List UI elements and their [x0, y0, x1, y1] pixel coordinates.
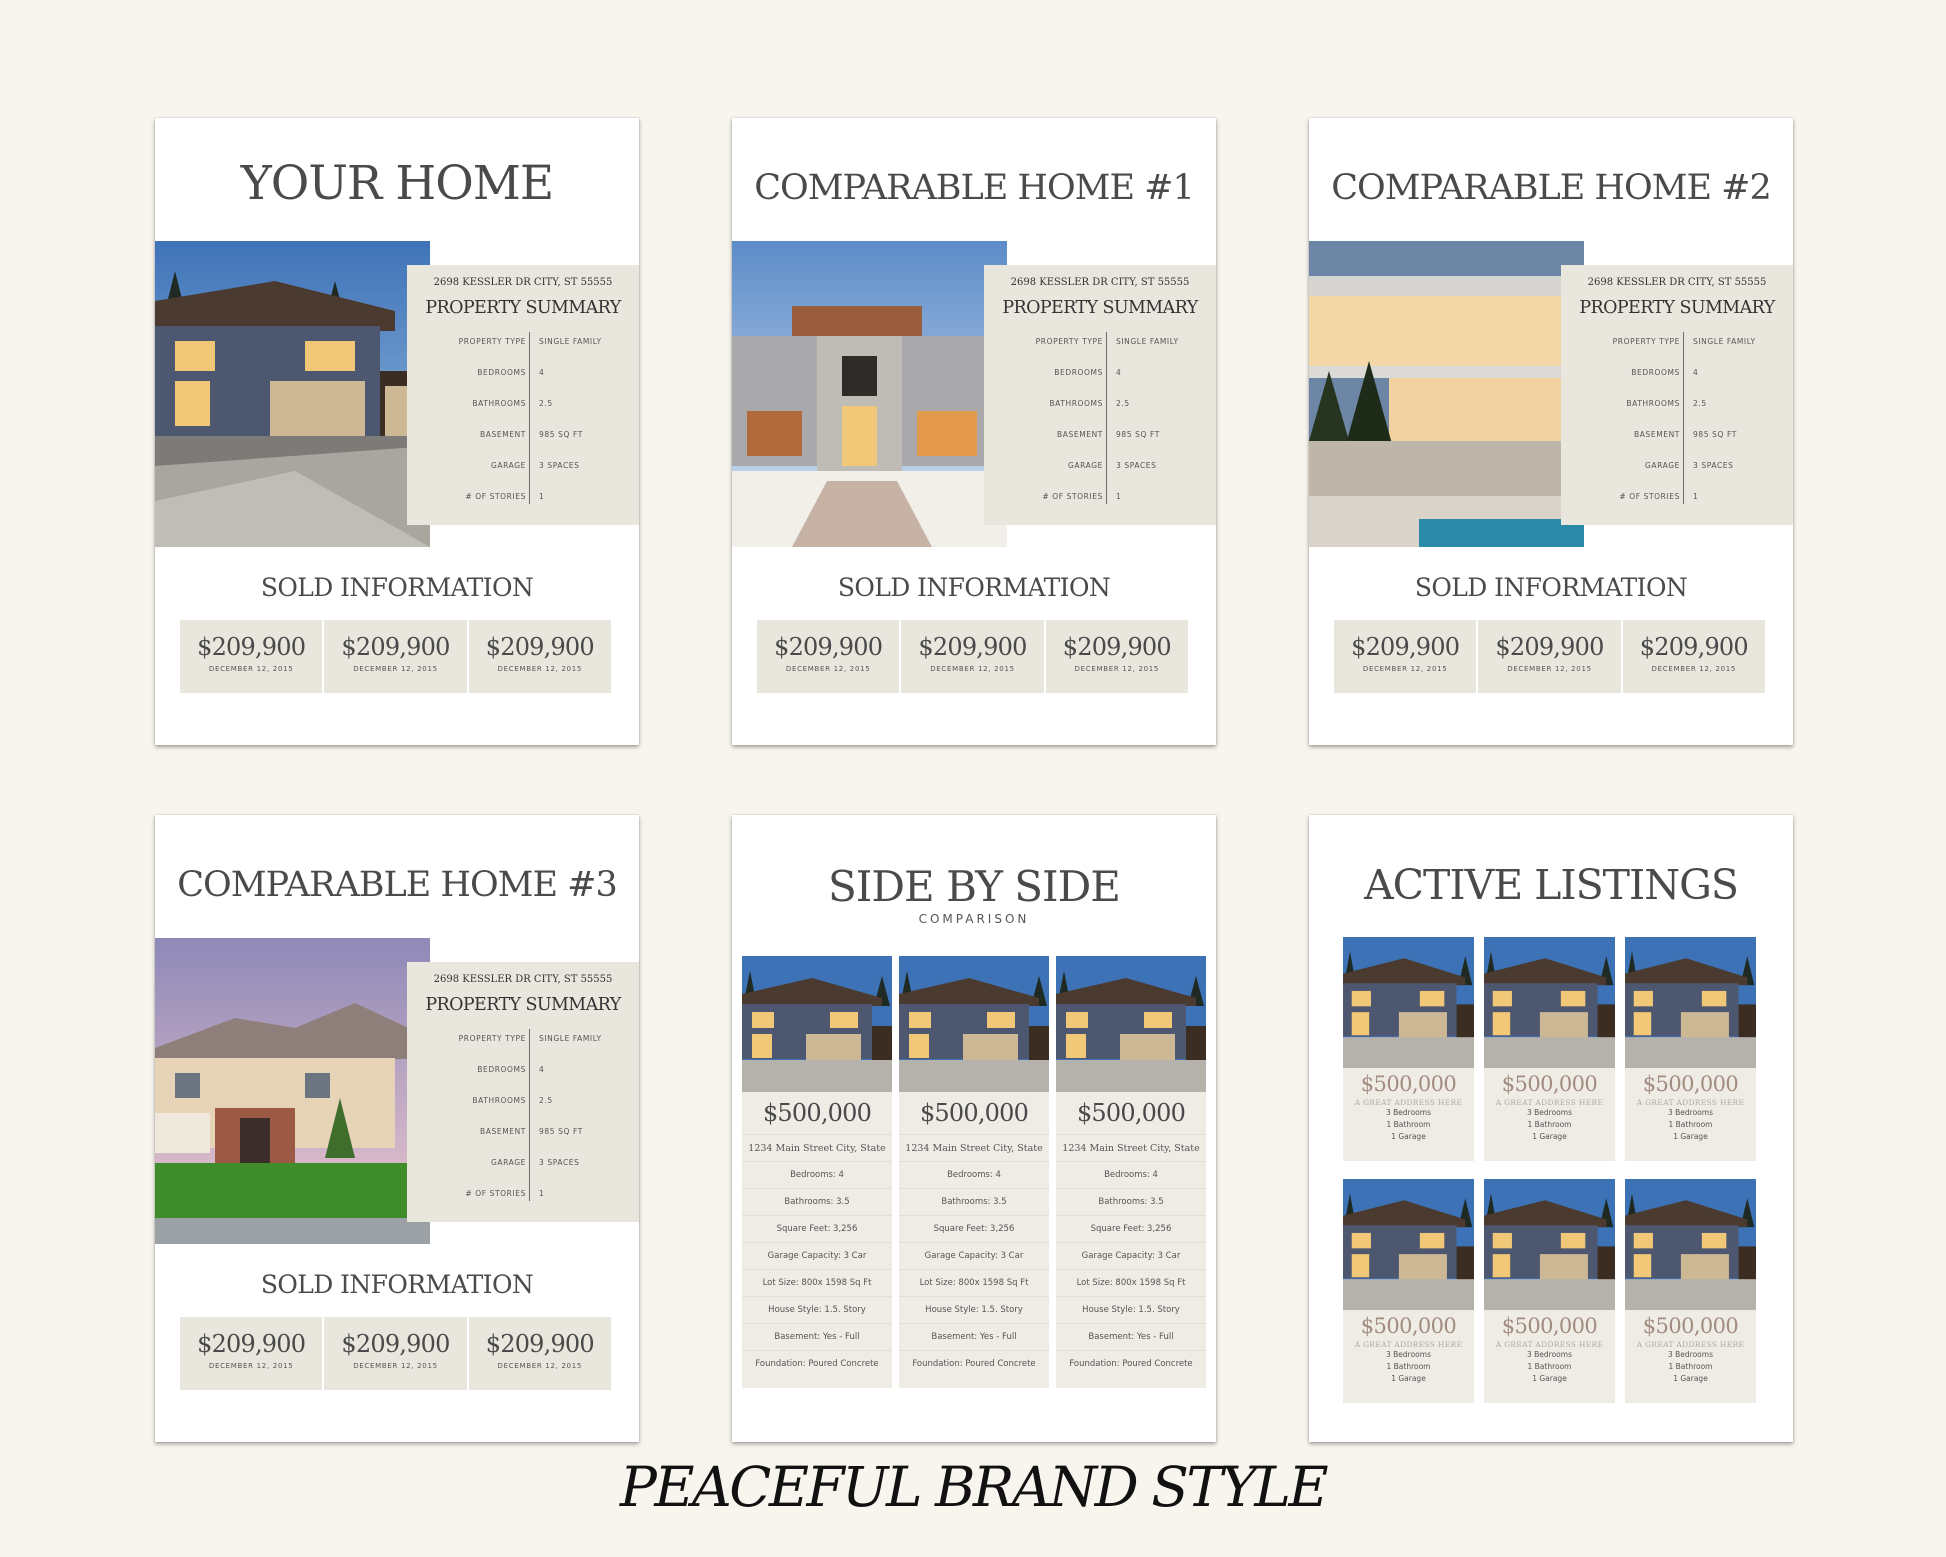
comparison-detail: Lot Size: 800x 1598 Sq Ft — [1056, 1269, 1206, 1296]
card-title: SIDE BY SIDE — [828, 862, 1120, 911]
house-photo — [1343, 937, 1474, 1068]
listing-price: $500,000 — [1642, 1072, 1739, 1096]
card-title: ACTIVE LISTINGS — [1364, 861, 1738, 909]
listing-address: A GREAT ADDRESS HERE — [1636, 1340, 1745, 1349]
listing-address: 1234 Main Street City, State — [1056, 1134, 1206, 1161]
listing-spec: 1 Garage — [1673, 1374, 1708, 1383]
property-summary-panel — [407, 265, 639, 525]
summary-row: GARAGE 3 SPACES — [491, 461, 580, 470]
summary-row: PROPERTY TYPE SINGLE FAMILY — [458, 1034, 602, 1043]
house-photo — [1484, 1179, 1615, 1310]
summary-row: GARAGE 3 SPACES — [1645, 461, 1734, 470]
summary-row: BATHROOMS 2.5 — [472, 399, 553, 408]
summary-row: # OF STORIES 1 — [1042, 492, 1122, 501]
sold-information-title: SOLD INFORMATION — [837, 573, 1111, 602]
comparison-detail: House Style: 1.5. Story — [899, 1296, 1049, 1323]
property-address: 2698 KESSLER DR CITY, ST 55555 — [1010, 277, 1190, 288]
listing-spec: 1 Bathroom — [1668, 1362, 1713, 1371]
summary-row: GARAGE 3 SPACES — [1068, 461, 1157, 470]
comparison-detail: Basement: Yes - Full — [1056, 1323, 1206, 1350]
comparison-column — [899, 956, 1049, 1388]
listing-spec: 1 Bathroom — [1668, 1120, 1713, 1129]
listing-spec: 1 Garage — [1532, 1374, 1567, 1383]
listing-tile — [1625, 1179, 1756, 1403]
summary-row: PROPERTY TYPE SINGLE FAMILY — [1035, 337, 1179, 346]
listing-tile — [1484, 937, 1615, 1161]
sold-price-cell: $209,900 DECEMBER 12, 2015 — [1046, 620, 1188, 693]
comparison-detail: Foundation: Poured Concrete — [899, 1350, 1049, 1377]
property-address: 2698 KESSLER DR CITY, ST 55555 — [1587, 277, 1767, 288]
listing-tile — [1343, 937, 1474, 1161]
listing-price: $500,000 — [1076, 1099, 1186, 1127]
house-photo — [1056, 956, 1206, 1092]
sold-information-title: SOLD INFORMATION — [1414, 573, 1688, 602]
listing-spec: 1 Bathroom — [1386, 1362, 1431, 1371]
listing-price: $500,000 — [1501, 1072, 1598, 1096]
summary-row: BASEMENT 985 SQ FT — [1057, 430, 1160, 439]
sold-price-cell: $209,900 DECEMBER 12, 2015 — [901, 620, 1043, 693]
card-subtitle: COMPARISON — [918, 912, 1030, 926]
summary-row: BEDROOMS 4 — [477, 368, 545, 377]
listing-address: A GREAT ADDRESS HERE — [1495, 1098, 1604, 1107]
sold-information-title: SOLD INFORMATION — [260, 573, 534, 602]
listing-price: $500,000 — [1360, 1314, 1457, 1338]
summary-row: BATHROOMS 2.5 — [1049, 399, 1130, 408]
listing-tile — [1343, 1179, 1474, 1403]
sold-information-title: SOLD INFORMATION — [260, 1270, 534, 1299]
comparison-detail: Square Feet: 3,256 — [742, 1215, 892, 1242]
brand-style-title: PEACEFUL BRAND STYLE — [619, 1455, 1327, 1519]
sold-prices — [180, 1317, 611, 1390]
summary-row: BEDROOMS 4 — [1631, 368, 1699, 377]
property-summary-panel — [984, 265, 1216, 525]
listing-spec: 3 Bedrooms — [1386, 1108, 1431, 1117]
comparison-detail: Garage Capacity: 3 Car — [742, 1242, 892, 1269]
card-title: COMPARABLE HOME #3 — [177, 865, 617, 905]
summary-row: # OF STORIES 1 — [465, 492, 545, 501]
listing-spec: 1 Bathroom — [1527, 1120, 1572, 1129]
listing-spec: 1 Bathroom — [1527, 1362, 1572, 1371]
house-photo — [155, 241, 430, 547]
summary-row: # OF STORIES 1 — [1619, 492, 1699, 501]
summary-row: BASEMENT 985 SQ FT — [480, 430, 583, 439]
listing-price: $500,000 — [1360, 1072, 1457, 1096]
card-title: COMPARABLE HOME #2 — [1331, 168, 1771, 208]
property-summary-panel — [407, 962, 639, 1222]
summary-row: BASEMENT 985 SQ FT — [480, 1127, 583, 1136]
listing-address: 1234 Main Street City, State — [742, 1134, 892, 1161]
house-photo — [899, 956, 1049, 1092]
house-photo — [155, 938, 430, 1244]
listing-spec: 3 Bedrooms — [1668, 1108, 1713, 1117]
sold-price-cell: $209,900 DECEMBER 12, 2015 — [180, 1317, 322, 1390]
comparison-detail: Lot Size: 800x 1598 Sq Ft — [899, 1269, 1049, 1296]
sold-price-cell: $209,900 DECEMBER 12, 2015 — [324, 1317, 466, 1390]
card-title: COMPARABLE HOME #1 — [754, 168, 1194, 208]
listing-spec: 3 Bedrooms — [1527, 1108, 1572, 1117]
house-photo — [742, 956, 892, 1092]
house-photo — [1625, 1179, 1756, 1310]
summary-row: BASEMENT 985 SQ FT — [1634, 430, 1737, 439]
summary-row: BATHROOMS 2.5 — [472, 1096, 553, 1105]
property-summary-title: PROPERTY SUMMARY — [1002, 298, 1198, 318]
listing-spec: 1 Garage — [1673, 1132, 1708, 1141]
comparison-detail: Garage Capacity: 3 Car — [899, 1242, 1049, 1269]
side-by-side-card — [732, 815, 1216, 1442]
comparison-detail: Foundation: Poured Concrete — [1056, 1350, 1206, 1377]
comparison-detail: Garage Capacity: 3 Car — [1056, 1242, 1206, 1269]
house-photo — [1309, 241, 1584, 547]
property-summary-title: PROPERTY SUMMARY — [1579, 298, 1775, 318]
sold-price-cell: $209,900 DECEMBER 12, 2015 — [1334, 620, 1476, 693]
summary-row: BATHROOMS 2.5 — [1626, 399, 1707, 408]
comparison-detail: Bathrooms: 3.5 — [899, 1188, 1049, 1215]
sold-price-cell: $209,900 DECEMBER 12, 2015 — [469, 1317, 611, 1390]
summary-row: # OF STORIES 1 — [465, 1189, 545, 1198]
property-summary-title: PROPERTY SUMMARY — [425, 995, 621, 1015]
listing-spec: 1 Garage — [1391, 1374, 1426, 1383]
house-photo — [1625, 937, 1756, 1068]
property-address: 2698 KESSLER DR CITY, ST 55555 — [433, 974, 613, 985]
comparable-home-2-card — [1309, 118, 1793, 745]
summary-row: BEDROOMS 4 — [1054, 368, 1122, 377]
sold-prices — [180, 620, 611, 693]
house-photo — [1343, 1179, 1474, 1310]
listing-address: A GREAT ADDRESS HERE — [1636, 1098, 1745, 1107]
comparable-home-1-card — [732, 118, 1216, 745]
sold-price-cell: $209,900 DECEMBER 12, 2015 — [1623, 620, 1765, 693]
comparison-column — [742, 956, 892, 1388]
divider — [1106, 332, 1107, 504]
comparison-detail: Foundation: Poured Concrete — [742, 1350, 892, 1377]
sold-price-cell: $209,900 DECEMBER 12, 2015 — [1478, 620, 1620, 693]
comparison-detail: Basement: Yes - Full — [742, 1323, 892, 1350]
comparison-detail: Lot Size: 800x 1598 Sq Ft — [742, 1269, 892, 1296]
summary-row: PROPERTY TYPE SINGLE FAMILY — [458, 337, 602, 346]
divider — [529, 332, 530, 504]
comparison-detail: Square Feet: 3,256 — [1056, 1215, 1206, 1242]
listing-price: $500,000 — [762, 1099, 872, 1127]
listing-address: A GREAT ADDRESS HERE — [1354, 1340, 1463, 1349]
listing-address: 1234 Main Street City, State — [899, 1134, 1049, 1161]
listing-spec: 3 Bedrooms — [1668, 1350, 1713, 1359]
listing-spec: 3 Bedrooms — [1527, 1350, 1572, 1359]
sold-prices — [757, 620, 1188, 693]
comparison-detail: Bathrooms: 3.5 — [1056, 1188, 1206, 1215]
sold-price-cell: $209,900 DECEMBER 12, 2015 — [757, 620, 899, 693]
listing-address: A GREAT ADDRESS HERE — [1495, 1340, 1604, 1349]
comparison-detail: Bedrooms: 4 — [742, 1161, 892, 1188]
comparison-column — [1056, 956, 1206, 1388]
comparable-home-3-card — [155, 815, 639, 1442]
comparison-detail: Basement: Yes - Full — [899, 1323, 1049, 1350]
listing-tile — [1625, 937, 1756, 1161]
property-summary-panel — [1561, 265, 1793, 525]
property-address: 2698 KESSLER DR CITY, ST 55555 — [433, 277, 613, 288]
your-home-card — [155, 118, 639, 745]
listing-address: A GREAT ADDRESS HERE — [1354, 1098, 1463, 1107]
sold-price-cell: $209,900 DECEMBER 12, 2015 — [324, 620, 466, 693]
divider — [1683, 332, 1684, 504]
comparison-detail: House Style: 1.5. Story — [742, 1296, 892, 1323]
summary-row: PROPERTY TYPE SINGLE FAMILY — [1612, 337, 1756, 346]
house-photo — [1484, 937, 1615, 1068]
comparison-detail: Square Feet: 3,256 — [899, 1215, 1049, 1242]
comparison-detail: Bathrooms: 3.5 — [742, 1188, 892, 1215]
active-listings-card — [1309, 815, 1793, 1442]
listing-price: $500,000 — [919, 1099, 1029, 1127]
listing-spec: 1 Bathroom — [1386, 1120, 1431, 1129]
listing-spec: 1 Garage — [1391, 1132, 1426, 1141]
listing-spec: 3 Bedrooms — [1386, 1350, 1431, 1359]
card-title: YOUR HOME — [240, 156, 554, 211]
comparison-detail: Bedrooms: 4 — [1056, 1161, 1206, 1188]
listing-tile — [1484, 1179, 1615, 1403]
sold-prices — [1334, 620, 1765, 693]
listing-price: $500,000 — [1501, 1314, 1598, 1338]
property-summary-title: PROPERTY SUMMARY — [425, 298, 621, 318]
sold-price-cell: $209,900 DECEMBER 12, 2015 — [180, 620, 322, 693]
comparison-detail: Bedrooms: 4 — [899, 1161, 1049, 1188]
listing-spec: 1 Garage — [1532, 1132, 1567, 1141]
house-photo — [732, 241, 1007, 547]
listing-price: $500,000 — [1642, 1314, 1739, 1338]
divider — [529, 1029, 530, 1201]
summary-row: GARAGE 3 SPACES — [491, 1158, 580, 1167]
comparison-detail: House Style: 1.5. Story — [1056, 1296, 1206, 1323]
summary-row: BEDROOMS 4 — [477, 1065, 545, 1074]
sold-price-cell: $209,900 DECEMBER 12, 2015 — [469, 620, 611, 693]
